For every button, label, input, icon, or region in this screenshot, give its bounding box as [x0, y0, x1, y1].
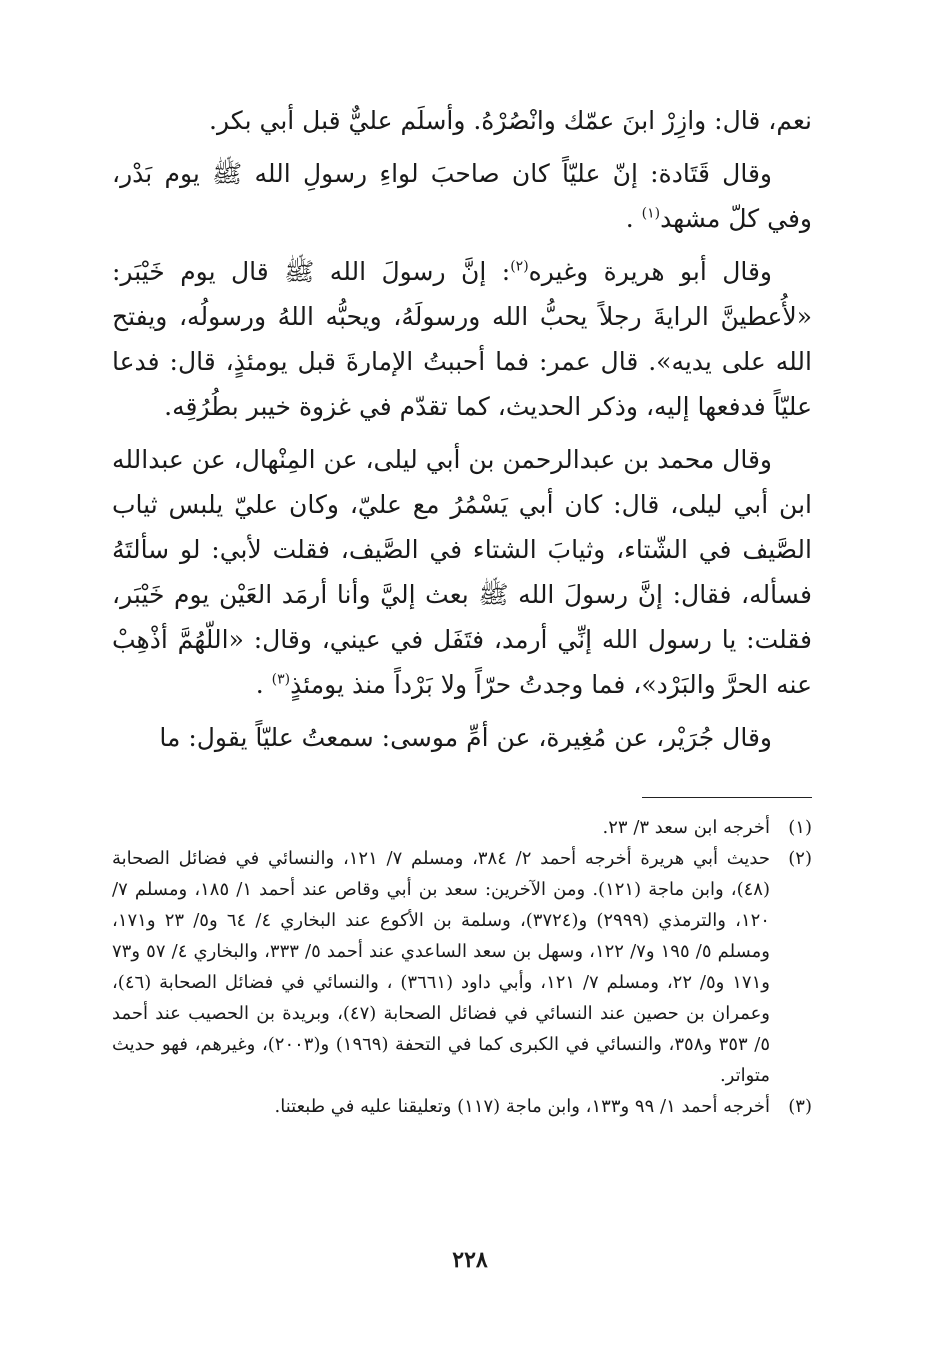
paragraph-2-text: وقال قَتَادة: إنّ عليّاً كان صاحبَ لواءِ رسولِ الله ﷺ يوم بَدْر، وفي كلّ مشهد: [112, 159, 812, 233]
footnote-separator: [642, 797, 812, 798]
paragraph-3-rest: : إنَّ رسولَ الله ﷺ قال يوم خَيْبَر: «لأُعطينَّ الرايةَ رجلاً يحبُّ الله ورسولَهُ، ويحبُّه اللهُ ورسولُه، ويفتح الله على يديه». قال عمر: فما أحببتُ الإمارةَ قبل يومئذٍ، قال: فدعا عليّاً فدفعها إليه، وذكر الحديث، كما تقدّم في غزوة خيبر بطُرُقِه.: [112, 257, 812, 421]
footnote-ref-2: (٢): [510, 258, 529, 275]
footnote-1: [112, 812, 812, 843]
paragraph-5: وقال جُرَيْر، عن مُغِيرة، عن أمِّ موسى: سمعتُ عليّاً يقول: ما: [159, 723, 772, 752]
footnote-3: [112, 1091, 812, 1122]
paragraph-3: [112, 249, 812, 429]
page-number: ٢٢٨: [452, 1247, 488, 1273]
paragraph-1: نعم، قال: وازِرْ ابنَ عمّك وانْصُرْهُ. وأسلَم عليٌّ قبل أبي بكر.: [209, 106, 812, 135]
footnote-text: حديث أبي هريرة أخرجه أحمد ٢/ ٣٨٤، ومسلم ٧/ ١٢١، والنسائي في فضائل الصحابة (٤٨)، وابن ماجة (١٢١). ومن الآخرين: سعد بن أبي وقاص عند أحمد ١/ ١٨٥، ومسلم ٧/ ١٢٠، والترمذي (٢٩٩٩) و(٣٧٢٤)، وسلمة بن الأكوع عند البخاري ٤/ ٦٤ و٥/ ٢٣ و١٧١، ومسلم ٥/ ١٩٥ و٧/ ١٢٢، وسهل بن سعد الساعدي عند أحمد ٥/ ٣٣٣، والبخاري ٤/ ٥٧ و٧٣ و١٧١ و٥/ ٢٢، ومسلم ٧/ ١٢١، وأبي داود (٣٦٦١) ، والنسائي في فضائل الصحابة (٤٦)، وعمران بن حصين عند النسائي في فضائل الصحابة (٤٧)، وبريدة بن الحصيب عند أحمد ٥/ ٣٥٣ و٣٥٨، والنسائي في الكبرى كما في التحفة (١٩٦٩) و(٢٠٠٣)، وغيرهم، فهو حديث متواتر.: [112, 848, 770, 1086]
main-text: [112, 98, 812, 760]
footnote-text: أخرجه ابن سعد ٣/ ٢٣.: [602, 817, 770, 838]
paragraph-4: [112, 437, 812, 707]
paragraph-3-text: وقال أبو هريرة وغيره: [528, 257, 773, 286]
page-content: [112, 98, 812, 1122]
footnote-ref-3: (٣): [271, 671, 291, 688]
footnote-ref-1: (١): [641, 205, 661, 222]
footnote-number: (٣): [788, 1096, 812, 1117]
paragraph-4-end: .: [255, 670, 272, 699]
footnote-number: (٢): [788, 848, 812, 869]
paragraph-4-text: وقال محمد بن عبدالرحمن بن أبي ليلى، عن المِنْهال، عن عبدالله ابن أبي ليلى، قال: كان أبي يَسْمُرُ مع عليّ، وكان عليّ يلبس ثياب الصَّيف في الشّتاء، وثيابَ الشتاء في الصَّيف، فقلت لأبي: لو سألتَهُ فسأله، فقال: إنَّ رسولَ الله ﷺ بعث إليَّ وأنا أرمَد العَيْن يوم خَيْبَر، فقلت: يا رسول الله إنِّي أرمد، فتَفَل في عيني، وقال: «اللّهُمَّ أذْهِبْ عنه الحرَّ والبَرْد»، فما وجدتُ حرّاً ولا بَرْداً منذ يومئذٍ: [112, 445, 812, 699]
paragraph-2: [112, 151, 812, 241]
footnote-number: (١): [788, 817, 812, 838]
footnotes: [112, 812, 812, 1122]
footnote-text: أخرجه أحمد ١/ ٩٩ و١٣٣، وابن ماجة (١١٧) وتعليقنا عليه في طبعتنا.: [274, 1096, 770, 1117]
paragraph-2-end: .: [625, 204, 642, 233]
footnote-2: [112, 843, 812, 1091]
